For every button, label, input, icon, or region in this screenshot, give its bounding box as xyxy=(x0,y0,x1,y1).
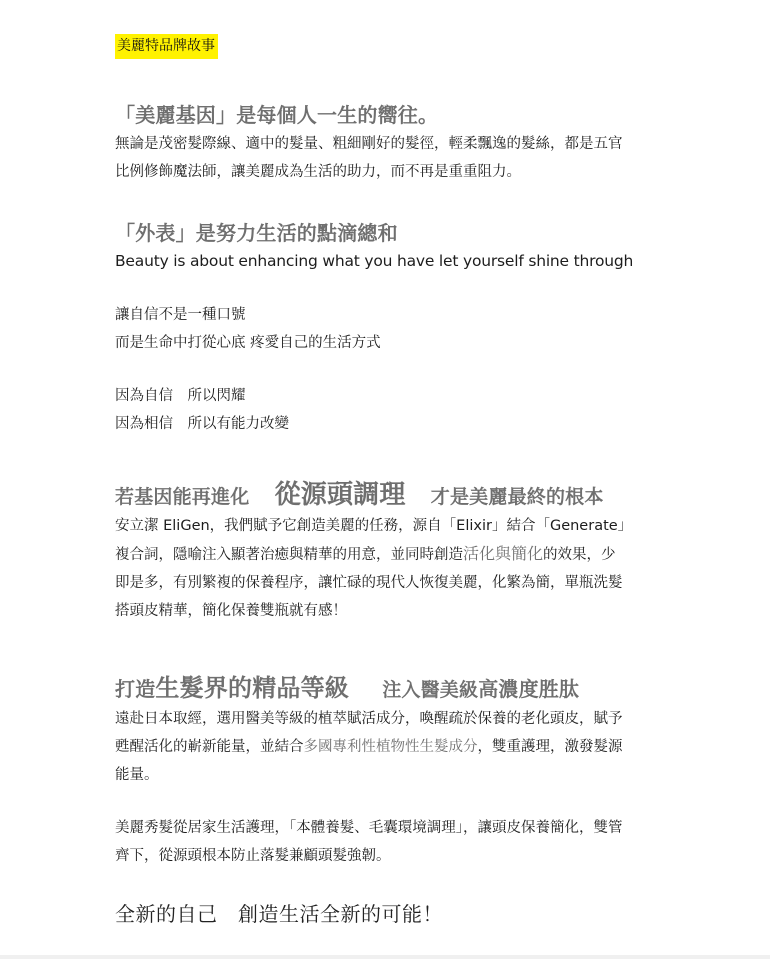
section4-line-2 xyxy=(115,733,660,761)
section3-line-2-a: 複合詞，隱喻注入顯著治癒與精華的用意，並同時創造 xyxy=(115,547,463,563)
section3-heading-right: 才是美麗最終的根本 xyxy=(430,486,604,508)
section4-paragraph-1 xyxy=(115,705,660,789)
bottom-divider xyxy=(0,955,770,959)
section4-emphasis-patent: 多國專利性植物性生髮成分 xyxy=(303,739,478,755)
section2-english-line: Beauty is about enhancing what you have let yourself shine through xyxy=(115,252,634,270)
section2-heading: 「外表」是努力生活的點滴總和 xyxy=(115,221,398,245)
section4-p2-line-1: 美麗秀髮從居家生活護理，「本體養髮、毛囊環境調理」，讓頭皮保養簡化，雙管 xyxy=(115,820,623,836)
section4-line-2-c: ，雙重護理，激發髮源 xyxy=(477,739,623,755)
section3-line-2 xyxy=(115,540,660,569)
section3-line-1: 安立潔 EliGen，我們賦予它創造美麗的任務，源自「Elixir」結合「Generate」 xyxy=(115,518,633,534)
section4-heading-d: 高濃度胜肽 xyxy=(478,677,580,701)
section2-quote-b xyxy=(115,382,660,438)
section4-heading-c: 注入醫美級 xyxy=(382,679,479,701)
section3-line-3: 即是多，有別繁複的保養程序，讓忙碌的現代人恢復美麗，化繁為簡，單瓶洗髮 xyxy=(115,575,623,591)
section4-paragraph-2 xyxy=(115,814,660,870)
section4-line-3: 能量。 xyxy=(115,767,159,783)
section4-heading-a: 打造 xyxy=(115,677,156,701)
section4-p2-line-2: 齊下，從源頭根本防止落髮兼顧頭髮強韌。 xyxy=(115,848,391,864)
section3-heading-center: 從源頭調理 xyxy=(274,480,406,510)
section3-line-2-e: 的效果，少 xyxy=(543,547,616,563)
section3-emphasis-and: 與 xyxy=(495,544,512,563)
section2-quote-a xyxy=(115,301,660,357)
section4-heading-b: 生髮界的精品等級 xyxy=(155,674,350,702)
section3-line-4: 搭頭皮精華，簡化保養雙瓶就有感！ xyxy=(115,603,347,619)
section4-heading xyxy=(115,668,579,703)
page-title: 美麗特品牌故事 xyxy=(115,34,218,59)
section1-line-1: 無論是茂密髮際線、適中的髮量、粗細剛好的髮徑，輕柔飄逸的髮絲，都是五官 xyxy=(115,136,623,152)
section1-heading: 「美麗基因」是每個人一生的嚮往。 xyxy=(115,103,439,127)
section4-line-2-a: 甦醒活化的嶄新能量，並結合 xyxy=(115,739,304,755)
section4-line-1: 遠赴日本取經，選用醫美等級的植萃賦活成分，喚醒疏於保養的老化頭皮，賦予 xyxy=(115,711,623,727)
section3-heading xyxy=(115,474,604,511)
section2-quote-a-line-1: 讓自信不是一種口號 xyxy=(115,307,246,323)
section3-emphasis-activate: 活化 xyxy=(463,544,496,563)
section2-quote-a-line-2: 而是生命中打從心底 疼愛自己的生活方式 xyxy=(115,335,381,351)
section1-paragraph xyxy=(115,130,660,186)
section2-quote-b-line-2: 因為相信 所以有能力改變 xyxy=(115,416,289,432)
section3-emphasis-simplify: 簡化 xyxy=(511,544,544,563)
section3-heading-left: 若基因能再進化 xyxy=(115,486,250,508)
section1-line-2: 比例修飾魔法師，讓美麗成為生活的助力，而不再是重重阻力。 xyxy=(115,164,521,180)
section3-paragraph xyxy=(115,512,660,625)
section2-quote-b-line-1: 因為自信 所以閃耀 xyxy=(115,388,246,404)
closing-line: 全新的自己 創造生活全新的可能！ xyxy=(115,902,443,926)
